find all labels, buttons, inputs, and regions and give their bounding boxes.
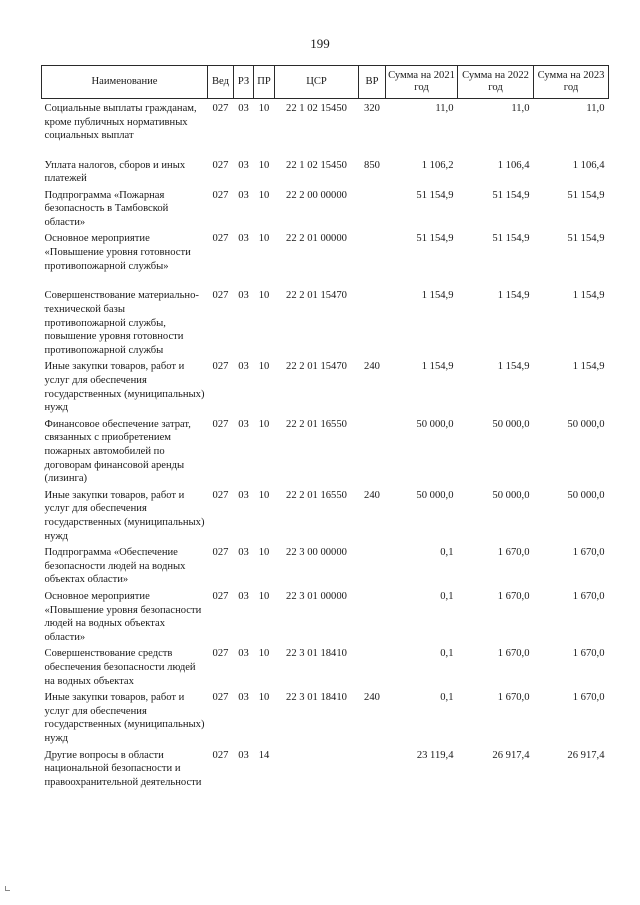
row-sum-2021: 1 106,2 <box>421 159 454 171</box>
row-rz: 03 <box>238 233 249 245</box>
row-pr: 10 <box>258 489 270 501</box>
row-csr: 22 2 01 00000 <box>286 233 347 245</box>
row-name: Подпрограмма «Пожарная безопасность в Тамбовской области» <box>44 189 169 228</box>
table-row <box>42 286 609 357</box>
row-name: Другие вопросы в области национальной безопасности и правоохранительной деятельности <box>44 749 202 788</box>
row-ved: 027 <box>212 159 229 171</box>
header-pr: ПР <box>254 66 275 99</box>
row-ved: 027 <box>212 547 229 559</box>
row-sum-2023: 1 154,9 <box>572 290 605 302</box>
row-pr: 10 <box>258 290 270 302</box>
row-pr: 10 <box>258 159 270 171</box>
row-sum-2023: 1 670,0 <box>572 648 605 660</box>
row-name: Совершенствование материально-технической базы противопожарной службы, повышение уровня готовности противопожарной службы <box>44 290 199 356</box>
row-vr <box>359 644 386 688</box>
row-csr: 22 1 02 15450 <box>286 103 347 114</box>
row-pr: 10 <box>258 591 270 602</box>
row-sum-2022: 1 670,0 <box>497 591 530 602</box>
row-sum-2021: 0,1 <box>440 591 454 602</box>
table-body <box>42 99 609 817</box>
row-vr <box>359 186 386 230</box>
table-row <box>42 415 609 486</box>
row-sum-2022: 1 106,4 <box>497 159 530 171</box>
scan-corner-mark <box>5 886 10 891</box>
row-rz: 03 <box>238 418 249 430</box>
row-name: Основное мероприятие «Повышение уровня безопасности людей на водных объектах области» <box>44 591 202 643</box>
table-header <box>42 66 609 99</box>
row-sum-2021: 1 154,9 <box>421 361 454 373</box>
row-ved: 027 <box>212 233 229 245</box>
budget-table <box>41 65 609 817</box>
table-row <box>42 486 609 543</box>
row-sum-2022: 11,0 <box>511 103 530 114</box>
row-rz: 03 <box>238 648 249 660</box>
row-csr: 22 2 01 15470 <box>286 361 347 373</box>
table-row <box>42 186 609 230</box>
row-sum-2022: 1 670,0 <box>497 648 530 660</box>
table-row <box>42 99 609 156</box>
row-sum-2021: 23 119,4 <box>416 749 454 761</box>
table-row <box>42 688 609 745</box>
row-pr: 10 <box>258 418 270 430</box>
row-sum-2023: 51 154,9 <box>567 189 605 201</box>
row-vr <box>359 286 386 357</box>
row-sum-2023: 26 917,4 <box>567 749 605 761</box>
row-vr <box>359 229 386 286</box>
row-name: Основное мероприятие «Повышение уровня готовности противопожарной службы» <box>44 233 191 272</box>
row-rz: 03 <box>238 189 249 201</box>
row-pr: 10 <box>258 189 270 201</box>
row-pr: 10 <box>258 103 270 114</box>
row-rz: 03 <box>238 361 249 373</box>
row-csr: 22 3 00 00000 <box>286 547 347 559</box>
table-row <box>42 644 609 688</box>
row-rz: 03 <box>238 591 249 602</box>
row-csr: 22 2 01 15470 <box>286 290 347 302</box>
row-pr: 14 <box>258 749 270 761</box>
page-number: 199 <box>310 36 330 51</box>
row-sum-2023: 11,0 <box>586 103 605 114</box>
table-row <box>42 587 609 644</box>
header-sum-2021: Сумма на 2021 год <box>386 66 458 99</box>
row-pr: 10 <box>258 361 270 373</box>
row-ved: 027 <box>212 692 229 704</box>
row-ved: 027 <box>212 749 229 761</box>
row-sum-2021: 50 000,0 <box>416 489 454 501</box>
table-row <box>42 156 609 186</box>
row-sum-2023: 1 154,9 <box>572 361 605 373</box>
row-csr: 22 2 00 00000 <box>286 189 347 201</box>
table-row <box>42 357 609 414</box>
row-csr: 22 2 01 16550 <box>286 418 347 430</box>
row-name: Иные закупки товаров, работ и услуг для обеспечения государственных (муниципальных) нужд <box>44 489 205 542</box>
header-rz: РЗ <box>234 66 254 99</box>
row-sum-2022: 50 000,0 <box>492 418 530 430</box>
row-name: Уплата налогов, сборов и иных платежей <box>44 159 186 185</box>
row-sum-2021: 0,1 <box>440 648 454 660</box>
row-rz: 03 <box>238 489 249 501</box>
row-vr <box>359 746 386 817</box>
row-ved: 027 <box>212 489 229 501</box>
row-name: Социальные выплаты гражданам, кроме публичных нормативных социальных выплат <box>44 103 197 142</box>
row-sum-2021: 11,0 <box>435 103 454 114</box>
row-rz: 03 <box>238 290 249 302</box>
row-rz: 03 <box>238 547 249 559</box>
row-ved: 027 <box>212 361 229 373</box>
row-vr <box>359 415 386 486</box>
row-vr: 320 <box>364 103 380 114</box>
row-sum-2021: 1 154,9 <box>421 290 454 302</box>
row-rz: 03 <box>238 103 249 114</box>
row-ved: 027 <box>212 290 229 302</box>
row-name: Финансовое обеспечение затрат, связанных с приобретением пожарных автомобилей по договорам финансовой аренды (лизинга) <box>44 418 191 485</box>
header-vr: ВР <box>359 66 386 99</box>
header-sum-2022: Сумма на 2022 год <box>458 66 534 99</box>
row-sum-2023: 1 670,0 <box>572 547 605 559</box>
header-csr: ЦСР <box>275 66 359 99</box>
row-vr: 850 <box>364 159 380 171</box>
row-sum-2022: 50 000,0 <box>492 489 530 501</box>
row-vr <box>359 587 386 644</box>
table-row <box>42 746 609 817</box>
row-sum-2023: 50 000,0 <box>567 489 605 501</box>
row-sum-2023: 1 670,0 <box>572 591 605 602</box>
row-sum-2022: 1 154,9 <box>497 361 530 373</box>
row-rz: 03 <box>238 749 249 761</box>
header-name: Наименование <box>42 66 208 99</box>
row-sum-2021: 50 000,0 <box>416 418 454 430</box>
row-rz: 03 <box>238 692 249 704</box>
row-csr: 22 1 02 15450 <box>286 159 347 171</box>
row-sum-2022: 26 917,4 <box>492 749 530 761</box>
row-ved: 027 <box>212 418 229 430</box>
row-sum-2023: 51 154,9 <box>567 233 605 245</box>
row-pr: 10 <box>258 648 270 660</box>
row-sum-2022: 1 154,9 <box>497 290 530 302</box>
row-vr: 240 <box>364 692 380 704</box>
row-rz: 03 <box>238 159 249 171</box>
header-ved: Вед <box>208 66 234 99</box>
row-vr: 240 <box>364 361 380 373</box>
table-row <box>42 229 609 286</box>
row-ved: 027 <box>212 591 229 602</box>
row-pr: 10 <box>258 233 270 245</box>
row-pr: 10 <box>258 692 270 704</box>
row-csr: 22 2 01 16550 <box>286 489 347 501</box>
row-sum-2022: 1 670,0 <box>497 547 530 559</box>
row-sum-2023: 1 106,4 <box>572 159 605 171</box>
row-ved: 027 <box>212 103 229 114</box>
row-csr: 22 3 01 00000 <box>286 591 347 602</box>
row-sum-2021: 0,1 <box>440 547 454 559</box>
row-csr <box>275 746 359 817</box>
header-row <box>42 66 609 99</box>
row-sum-2021: 0,1 <box>440 692 454 704</box>
row-sum-2023: 1 670,0 <box>572 692 605 704</box>
table-row <box>42 543 609 587</box>
row-vr <box>359 543 386 587</box>
header-sum-2023: Сумма на 2023 год <box>534 66 609 99</box>
row-name: Подпрограмма «Обеспечение безопасности людей на водных объектах области» <box>44 547 186 586</box>
row-sum-2023: 50 000,0 <box>567 418 605 430</box>
row-csr: 22 3 01 18410 <box>286 692 347 704</box>
row-name: Иные закупки товаров, работ и услуг для обеспечения государственных (муниципальных) нужд <box>44 692 205 744</box>
row-ved: 027 <box>212 648 229 660</box>
row-sum-2021: 51 154,9 <box>416 233 454 245</box>
row-ved: 027 <box>212 189 229 201</box>
row-name: Иные закупки товаров, работ и услуг для обеспечения государственных (муниципальных) нужд <box>44 361 205 414</box>
row-sum-2022: 1 670,0 <box>497 692 530 704</box>
row-pr: 10 <box>258 547 270 559</box>
row-sum-2022: 51 154,9 <box>492 233 530 245</box>
row-name: Совершенствование средств обеспечения безопасности людей на водных объектах <box>44 648 196 687</box>
row-sum-2022: 51 154,9 <box>492 189 530 201</box>
row-csr: 22 3 01 18410 <box>286 648 347 660</box>
row-sum-2021: 51 154,9 <box>416 189 454 201</box>
row-vr: 240 <box>364 489 380 501</box>
